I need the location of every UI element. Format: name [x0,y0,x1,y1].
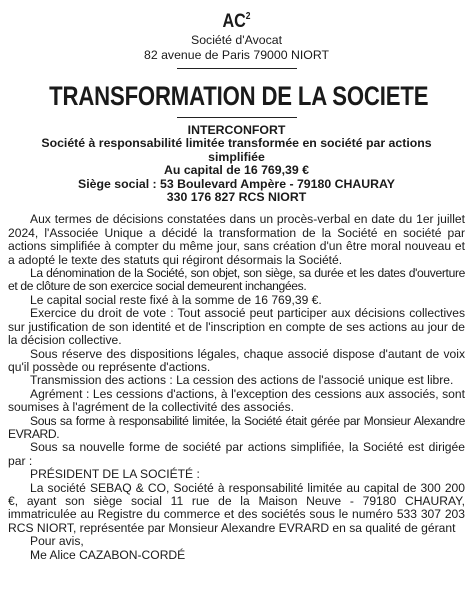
company-name: INTERCONFORT [187,123,286,137]
paragraph-president: La société SEBAQ & CO, Société à responsabilité limitée au capital de 300 200 €, ayant son siège social 11 rue de la Maison Neuve - 79180 CHAURAY, immatriculée au Registre du commerce et des sociétés sous le numéro 533 307 203 RCS NIORT, représentée par Monsieur Alexandre EVRARD en sa qualité de gérant [8,480,465,535]
paragraph-votes: Sous réserve des dispositions légales, chaque associé dispose d'autant de voix qu'il possède ou représente d'actions. [8,346,465,374]
paragraph-approval: Agrément : Les cessions d'actions, à l'exception des cessions aux associés, sont soumises à l'agrément de la collectivité des associés. [8,386,465,415]
paragraph-capital: Le capital social reste fixé à la somme de 16 769,39 €. [30,292,322,307]
logo-superscript: 2 [245,11,251,22]
company-capital: Au capital de 16 769,39 € [164,163,309,178]
company-type-line1: Société à responsabilité limitée transformée en société par actions [41,136,432,151]
paragraph-closing: Pour avis, [30,534,84,549]
paragraph-voting-rights: Exercice du droit de vote : Tout associé peut participer aux décisions collectives sur justification de son identité et de l'inscription en compte de ses actions au jour de la décision collective. [8,306,465,348]
logo-text: AC [222,11,246,32]
firm-address: 82 avenue de Paris 79000 NIORT [143,48,330,62]
company-seat: Siège social : 53 Boulevard Ampère - 79180 CHAURAY [78,176,395,191]
paragraph-share-transfer: Transmission des actions : La cession des actions de l'associé unique est libre. [30,373,454,388]
company-rcs: 330 176 827 RCS NIORT [166,190,307,205]
firm-name: Société d'Avocat [191,33,282,47]
title-divider [177,117,297,118]
paragraph-signature: Me Alice CAZABON-CORDÉ [30,547,186,562]
firm-logo [42,6,430,33]
notice-title: TRANSFORMATION DE LA SOCIETE [49,81,429,111]
paragraph-transformation: Aux termes de décisions constatées dans un procès-verbal en date du 1er juillet 2024, l'Associée Unique a décidé la transformation de la Société en société par actions simplifiée à compter du même jour, sans création d'un être moral nouveau et a adopté le texte des statuts qui régiront désormais la Société. [8,212,465,267]
header-divider [177,68,297,69]
company-block [8,124,465,204]
company-type-line2: simplifiée [208,149,265,164]
paragraph-unchanged: La dénomination de la Société, son objet, son siège, sa durée et les dates d'ouverture et de clôture de son exercice social demeurent inchangées. [8,266,465,294]
paragraph-president-heading: PRÉSIDENT DE LA SOCIÉTÉ : [30,467,200,482]
notice-body [8,213,465,562]
paragraph-previous-manager: Sous sa forme à responsabilité limitée, la Société était gérée par Monsieur Alexandre EVRARD. [8,413,465,441]
paragraph-new-direction: Sous sa nouvelle forme de société par actions simplifiée, la Société est dirigée par : [8,440,465,468]
legal-notice [0,6,473,596]
